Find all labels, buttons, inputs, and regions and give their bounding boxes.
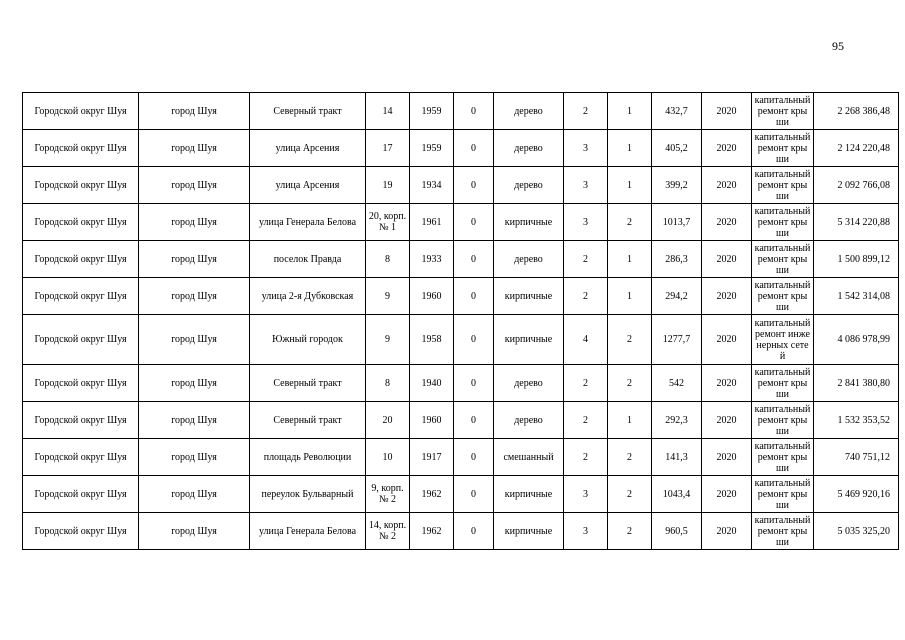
cost-cell: 2 124 220,48 — [814, 130, 899, 167]
sections-cell: 2 — [608, 439, 652, 476]
plan-year-cell: 2020 — [702, 365, 752, 402]
sections-cell: 1 — [608, 402, 652, 439]
area-cell: 1277,7 — [652, 315, 702, 365]
sections-cell: 2 — [608, 315, 652, 365]
district-cell: Городской округ Шуя — [23, 402, 139, 439]
floors-cell: 2 — [564, 365, 608, 402]
floors-cell: 2 — [564, 402, 608, 439]
table-row — [23, 513, 899, 550]
year-built-cell: 1960 — [410, 278, 454, 315]
sections-cell: 2 — [608, 365, 652, 402]
floors-cell: 3 — [564, 167, 608, 204]
flag-cell: 0 — [454, 315, 494, 365]
year-built-cell: 1958 — [410, 315, 454, 365]
street-cell: Северный тракт — [250, 93, 366, 130]
city-cell: город Шуя — [139, 513, 250, 550]
flag-cell: 0 — [454, 241, 494, 278]
area-cell: 292,3 — [652, 402, 702, 439]
work-type-cell: капитальный ремонт инженерных сетей — [752, 315, 814, 365]
floors-cell: 3 — [564, 476, 608, 513]
plan-year-cell: 2020 — [702, 315, 752, 365]
sections-cell: 1 — [608, 241, 652, 278]
district-cell: Городской округ Шуя — [23, 476, 139, 513]
work-type-cell: капитальный ремонт крыши — [752, 365, 814, 402]
year-built-cell: 1917 — [410, 439, 454, 476]
house-number-cell: 20, корп. № 1 — [366, 204, 410, 241]
flag-cell: 0 — [454, 278, 494, 315]
area-cell: 542 — [652, 365, 702, 402]
wall-material-cell: дерево — [494, 130, 564, 167]
cost-cell: 2 092 766,08 — [814, 167, 899, 204]
city-cell: город Шуя — [139, 167, 250, 204]
area-cell: 294,2 — [652, 278, 702, 315]
sections-cell: 1 — [608, 93, 652, 130]
sections-cell: 1 — [608, 130, 652, 167]
floors-cell: 2 — [564, 278, 608, 315]
year-built-cell: 1933 — [410, 241, 454, 278]
plan-year-cell: 2020 — [702, 204, 752, 241]
street-cell: Южный городок — [250, 315, 366, 365]
floors-cell: 3 — [564, 130, 608, 167]
plan-year-cell: 2020 — [702, 278, 752, 315]
street-cell: улица Генерала Белова — [250, 204, 366, 241]
district-cell: Городской округ Шуя — [23, 315, 139, 365]
cost-cell: 2 268 386,48 — [814, 93, 899, 130]
table-row — [23, 167, 899, 204]
house-number-cell: 8 — [366, 365, 410, 402]
flag-cell: 0 — [454, 365, 494, 402]
city-cell: город Шуя — [139, 315, 250, 365]
table-row — [23, 402, 899, 439]
work-type-cell: капитальный ремонт крыши — [752, 130, 814, 167]
street-cell: Северный тракт — [250, 402, 366, 439]
table-row — [23, 476, 899, 513]
year-built-cell: 1962 — [410, 513, 454, 550]
city-cell: город Шуя — [139, 130, 250, 167]
work-type-cell: капитальный ремонт крыши — [752, 167, 814, 204]
plan-year-cell: 2020 — [702, 167, 752, 204]
house-number-cell: 14 — [366, 93, 410, 130]
flag-cell: 0 — [454, 130, 494, 167]
cost-cell: 2 841 380,80 — [814, 365, 899, 402]
wall-material-cell: дерево — [494, 167, 564, 204]
house-number-cell: 8 — [366, 241, 410, 278]
district-cell: Городской округ Шуя — [23, 204, 139, 241]
plan-year-cell: 2020 — [702, 439, 752, 476]
street-cell: улица Арсения — [250, 130, 366, 167]
table-row — [23, 365, 899, 402]
house-number-cell: 9 — [366, 278, 410, 315]
plan-year-cell: 2020 — [702, 476, 752, 513]
house-number-cell: 9, корп. № 2 — [366, 476, 410, 513]
house-number-cell: 19 — [366, 167, 410, 204]
wall-material-cell: кирпичные — [494, 315, 564, 365]
cost-cell: 4 086 978,99 — [814, 315, 899, 365]
area-cell: 141,3 — [652, 439, 702, 476]
wall-material-cell: дерево — [494, 93, 564, 130]
area-cell: 432,7 — [652, 93, 702, 130]
district-cell: Городской округ Шуя — [23, 167, 139, 204]
wall-material-cell: дерево — [494, 241, 564, 278]
street-cell: улица Арсения — [250, 167, 366, 204]
street-cell: улица Генерала Белова — [250, 513, 366, 550]
sections-cell: 2 — [608, 204, 652, 241]
wall-material-cell: кирпичные — [494, 278, 564, 315]
plan-year-cell: 2020 — [702, 130, 752, 167]
house-number-cell: 10 — [366, 439, 410, 476]
district-cell: Городской округ Шуя — [23, 278, 139, 315]
cost-cell: 1 542 314,08 — [814, 278, 899, 315]
street-cell: Северный тракт — [250, 365, 366, 402]
area-cell: 405,2 — [652, 130, 702, 167]
flag-cell: 0 — [454, 476, 494, 513]
plan-year-cell: 2020 — [702, 241, 752, 278]
work-type-cell: капитальный ремонт крыши — [752, 241, 814, 278]
cost-cell: 5 314 220,88 — [814, 204, 899, 241]
wall-material-cell: кирпичные — [494, 476, 564, 513]
wall-material-cell: смешанный — [494, 439, 564, 476]
cost-cell: 740 751,12 — [814, 439, 899, 476]
city-cell: город Шуя — [139, 93, 250, 130]
year-built-cell: 1940 — [410, 365, 454, 402]
street-cell: улица 2-я Дубковская — [250, 278, 366, 315]
flag-cell: 0 — [454, 93, 494, 130]
district-cell: Городской округ Шуя — [23, 130, 139, 167]
city-cell: город Шуя — [139, 278, 250, 315]
work-type-cell: капитальный ремонт крыши — [752, 439, 814, 476]
sections-cell: 1 — [608, 167, 652, 204]
wall-material-cell: дерево — [494, 402, 564, 439]
work-type-cell: капитальный ремонт крыши — [752, 476, 814, 513]
work-type-cell: капитальный ремонт крыши — [752, 402, 814, 439]
cost-cell: 5 469 920,16 — [814, 476, 899, 513]
year-built-cell: 1961 — [410, 204, 454, 241]
area-cell: 399,2 — [652, 167, 702, 204]
cost-cell: 1 532 353,52 — [814, 402, 899, 439]
house-number-cell: 17 — [366, 130, 410, 167]
area-cell: 1043,4 — [652, 476, 702, 513]
street-cell: переулок Бульварный — [250, 476, 366, 513]
year-built-cell: 1962 — [410, 476, 454, 513]
city-cell: город Шуя — [139, 241, 250, 278]
plan-year-cell: 2020 — [702, 513, 752, 550]
floors-cell: 3 — [564, 204, 608, 241]
year-built-cell: 1960 — [410, 402, 454, 439]
flag-cell: 0 — [454, 513, 494, 550]
flag-cell: 0 — [454, 402, 494, 439]
sections-cell: 2 — [608, 476, 652, 513]
floors-cell: 4 — [564, 315, 608, 365]
city-cell: город Шуя — [139, 476, 250, 513]
city-cell: город Шуя — [139, 439, 250, 476]
year-built-cell: 1934 — [410, 167, 454, 204]
table-row — [23, 315, 899, 365]
table-row — [23, 241, 899, 278]
table-row — [23, 93, 899, 130]
work-type-cell: капитальный ремонт крыши — [752, 513, 814, 550]
housing-repair-table — [22, 92, 899, 550]
house-number-cell: 9 — [366, 315, 410, 365]
year-built-cell: 1959 — [410, 130, 454, 167]
city-cell: город Шуя — [139, 402, 250, 439]
plan-year-cell: 2020 — [702, 402, 752, 439]
area-cell: 1013,7 — [652, 204, 702, 241]
area-cell: 960,5 — [652, 513, 702, 550]
flag-cell: 0 — [454, 167, 494, 204]
flag-cell: 0 — [454, 204, 494, 241]
wall-material-cell: кирпичные — [494, 204, 564, 241]
table-row — [23, 204, 899, 241]
table-row — [23, 130, 899, 167]
table-row — [23, 278, 899, 315]
work-type-cell: капитальный ремонт крыши — [752, 278, 814, 315]
table-body — [23, 93, 899, 550]
district-cell: Городской округ Шуя — [23, 93, 139, 130]
page-number: 95 — [832, 39, 844, 53]
work-type-cell: капитальный ремонт крыши — [752, 204, 814, 241]
wall-material-cell: дерево — [494, 365, 564, 402]
house-number-cell: 20 — [366, 402, 410, 439]
flag-cell: 0 — [454, 439, 494, 476]
district-cell: Городской округ Шуя — [23, 513, 139, 550]
street-cell: площадь Революции — [250, 439, 366, 476]
sections-cell: 2 — [608, 513, 652, 550]
street-cell: поселок Правда — [250, 241, 366, 278]
table-row — [23, 439, 899, 476]
wall-material-cell: кирпичные — [494, 513, 564, 550]
district-cell: Городской округ Шуя — [23, 439, 139, 476]
year-built-cell: 1959 — [410, 93, 454, 130]
district-cell: Городской округ Шуя — [23, 365, 139, 402]
floors-cell: 2 — [564, 439, 608, 476]
cost-cell: 5 035 325,20 — [814, 513, 899, 550]
city-cell: город Шуя — [139, 365, 250, 402]
house-number-cell: 14, корп. № 2 — [366, 513, 410, 550]
work-type-cell: капитальный ремонт крыши — [752, 93, 814, 130]
sections-cell: 1 — [608, 278, 652, 315]
floors-cell: 2 — [564, 241, 608, 278]
cost-cell: 1 500 899,12 — [814, 241, 899, 278]
district-cell: Городской округ Шуя — [23, 241, 139, 278]
floors-cell: 3 — [564, 513, 608, 550]
floors-cell: 2 — [564, 93, 608, 130]
area-cell: 286,3 — [652, 241, 702, 278]
city-cell: город Шуя — [139, 204, 250, 241]
plan-year-cell: 2020 — [702, 93, 752, 130]
